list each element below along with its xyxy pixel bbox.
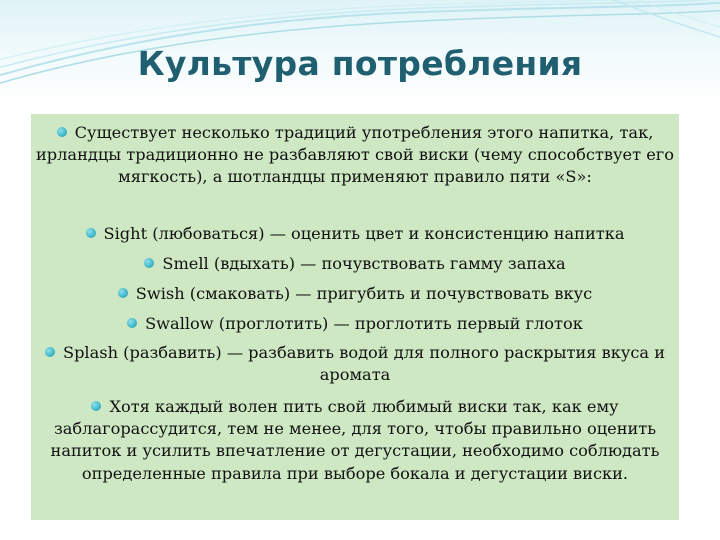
list-item: [31, 313, 679, 335]
bullet-text: Хотя каждый волен пить свой любимый виски так, как ему заблагорассудится, тем не менее, для того, чтобы правильно оценить напиток и усилить впечатление от дегустации, необходимо соблюдать определенные правила при выборе бокала и дегустации виски.: [50, 397, 660, 483]
list-item: [31, 283, 679, 305]
teal-dot-icon: [86, 228, 96, 238]
teal-dot-icon: [91, 401, 101, 411]
bullet-text: Smell (вдыхать) — почувствовать гамму запаха: [162, 254, 566, 273]
bullet-text: Splash (разбавить) — разбавить водой для полного раскрытия вкуса и аромата: [62, 343, 666, 385]
teal-dot-icon: [127, 318, 137, 328]
list-item: [31, 122, 679, 189]
teal-dot-icon: [144, 258, 154, 268]
page-title: Культура потребления: [137, 44, 583, 83]
teal-dot-icon: [57, 127, 67, 137]
content-panel: [31, 114, 679, 520]
list-item: [31, 396, 679, 485]
list-item: [31, 342, 679, 386]
list-item: [31, 223, 679, 245]
bullet-text: Swish (смаковать) — пригубить и почувствовать вкус: [135, 284, 593, 303]
bullet-text: Существует несколько традиций употребления этого напитка, так, ирландцы традиционно не разбавляют свой виски (чему способствует его мягкость), а шотландцы применяют правило пяти «S»:: [35, 123, 674, 187]
bullet-text: Sight (любоваться) — оценить цвет и консистенцию напитка: [103, 224, 625, 243]
list-item: [31, 253, 679, 275]
header-decoration: [0, 0, 720, 100]
bullet-text: Swallow (проглотить) — проглотить первый глоток: [145, 314, 583, 333]
teal-dot-icon: [45, 347, 55, 357]
teal-dot-icon: [118, 288, 128, 298]
